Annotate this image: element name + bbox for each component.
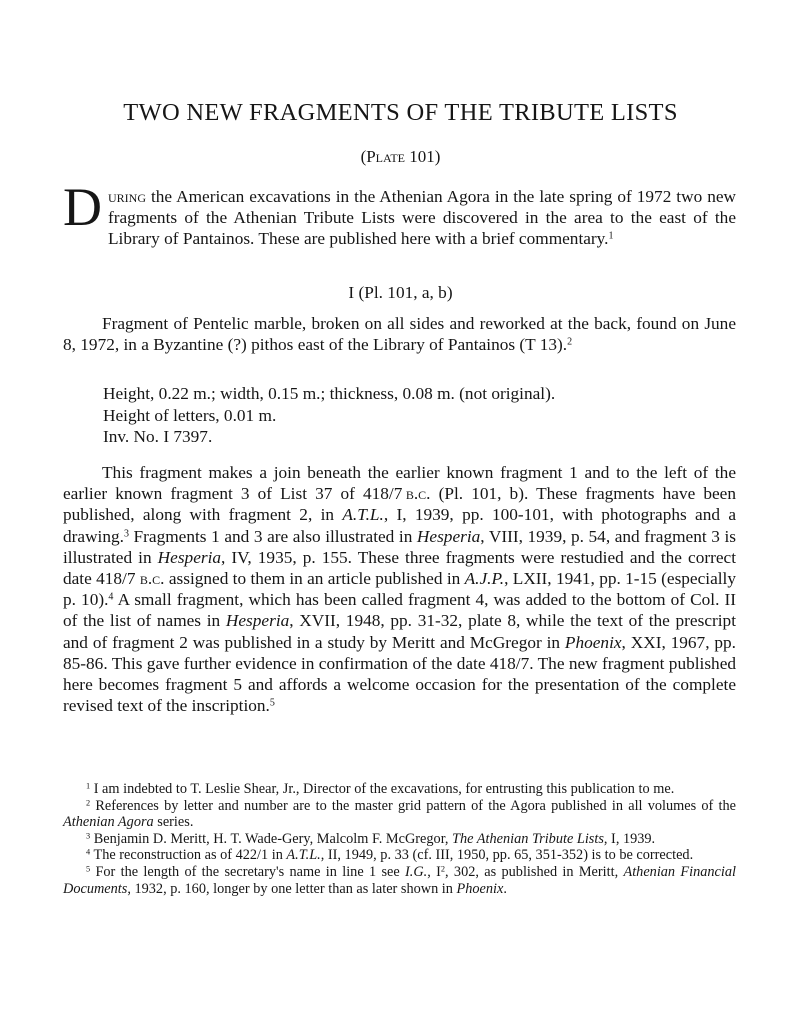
page-title: TWO NEW FRAGMENTS OF THE TRIBUTE LISTS	[123, 99, 678, 126]
citation-title: Hesperia	[225, 611, 290, 631]
footnote-number: 1	[86, 781, 91, 791]
footnote-1	[63, 781, 736, 798]
footnote-italic: I.G.	[405, 863, 428, 880]
intro-text: the American excavations in the Athenian Agora in the late spring of 1972 two new fragments of the Athenian Tribute Lists were discovered in the area to the east of the Library of Pantainos. These are published here with a brief commentary.	[108, 187, 736, 249]
footnote-text: , 302, as published in Meritt,	[445, 863, 624, 880]
footnotes	[63, 781, 736, 897]
intro-lead-word: uring	[108, 187, 146, 206]
footnote-2	[63, 798, 736, 831]
footnote-italic: Athenian Agora	[63, 814, 154, 831]
body-text: A small fragment, which has been called fragment 4, was added to the bottom of Col. II of the list of names in	[63, 590, 737, 631]
body-text: , LXII, 1941, pp. 1-15 (especially p. 10).	[63, 569, 736, 610]
footnote-5	[63, 864, 736, 897]
dimensions-block	[103, 383, 743, 448]
footnote-text: , 1932, p. 160, longer by one letter than as later shown in	[127, 880, 457, 897]
footnote-ref-1: 1	[608, 230, 614, 242]
body-text: (Pl. 101, b). These fragments have been published, along with fragment 2, in	[63, 484, 736, 525]
footnote-italic: Phoenix	[456, 880, 504, 897]
citation-title: Hesperia	[157, 547, 222, 567]
footnote-text: Benjamin D. Meritt, H. T. Wade-Gery, Malcolm F. McGregor,	[90, 830, 453, 847]
footnote-italic: Athenian Financial Documents	[63, 863, 736, 897]
body-text: This fragment makes a join beneath the earlier known fragment 1 and to the left of the earlier known fragment 3 of List 37 of 418/7	[63, 463, 736, 504]
citation-title: Hesperia	[416, 526, 481, 546]
footnote-ref-5: 5	[269, 697, 275, 709]
footnote-ref-3: 3	[123, 528, 129, 540]
footnote-number: 2	[86, 798, 91, 808]
section-heading: I (Pl. 101, a, b)	[348, 283, 453, 302]
body-text: Fragments 1 and 3 are also illustrated in	[128, 526, 417, 546]
footnote-4	[63, 847, 736, 864]
drop-cap: D	[63, 177, 102, 237]
footnote-text: series.	[153, 814, 194, 831]
footnote-italic: A.T.L.	[286, 847, 321, 864]
footnote-text: , II, 1949, p. 33 (cf. III, 1950, pp. 65, 351-352) is to be corrected.	[320, 847, 694, 864]
footnote-text: References by letter and number are to the master grid pattern of the Agora published in all volumes of the	[90, 797, 736, 814]
era-abbrev: b.c.	[139, 569, 165, 589]
footnote-text: , I	[427, 863, 441, 880]
superscript: 2	[440, 864, 446, 874]
body-text: , I, 1939, pp. 100-101, with photographs and a drawing.	[63, 505, 736, 546]
citation-title: A.T.L.	[342, 505, 384, 525]
body-text: assigned to them in an article published in	[164, 569, 465, 589]
dimensions-line: Height, 0.22 m.; width, 0.15 m.; thickness, 0.08 m. (not original).	[103, 384, 556, 403]
footnote-text: .	[503, 880, 507, 897]
footnote-ref-4: 4	[108, 591, 114, 603]
footnote-italic: The Athenian Tribute Lists	[452, 830, 604, 847]
era-abbrev: b.c.	[405, 484, 431, 504]
body-text: , XXI, 1967, pp. 85-86. This gave further evidence in confirmation of the date 418/7. The new fragment published here becomes fragment 5 and affords a welcome occasion for the presentation of the complete revised text of the inscription.	[63, 632, 736, 716]
body-text: , VIII, 1939, p. 54, and fragment 3 is illustrated in	[63, 526, 736, 567]
footnote-number: 4	[86, 847, 91, 857]
footnote-text: The reconstruction as of 422/1 in	[90, 847, 287, 864]
footnote-number: 3	[86, 831, 91, 841]
footnote-number: 5	[86, 864, 91, 874]
body-paragraph	[63, 462, 736, 716]
citation-title: Phoenix	[564, 632, 622, 652]
letter-height-line: Height of letters, 0.01 m.	[103, 405, 277, 425]
inventory-number: Inv. No. I 7397.	[103, 427, 213, 446]
description-text: Fragment of Pentelic marble, broken on all sides and reworked at the back, found on June 8, 1972, in a Byzantine (?) pithos east of the Library of Pantainos (T 13).	[63, 314, 736, 355]
footnote-text: , I, 1939.	[603, 830, 656, 847]
fragment-description	[63, 313, 736, 355]
footnote-ref-2: 2	[567, 336, 573, 348]
plate-reference: (Plate 101)	[360, 147, 441, 166]
footnote-text: For the length of the secretary's name in line 1 see	[90, 863, 406, 880]
body-text: , IV, 1935, p. 155. These three fragments were restudied and the correct date 418/7	[63, 547, 736, 589]
footnote-text: I am indebted to T. Leslie Shear, Jr., Director of the excavations, for entrusting this publication to me.	[90, 781, 675, 797]
intro-paragraph	[63, 177, 736, 250]
body-text: , XVII, 1948, pp. 31-32, plate 8, while the text of the prescript and of fragment 2 was published in a study by Meritt and McGregor in	[63, 611, 736, 652]
footnote-3	[63, 831, 736, 848]
citation-title: A.J.P.	[464, 569, 505, 589]
